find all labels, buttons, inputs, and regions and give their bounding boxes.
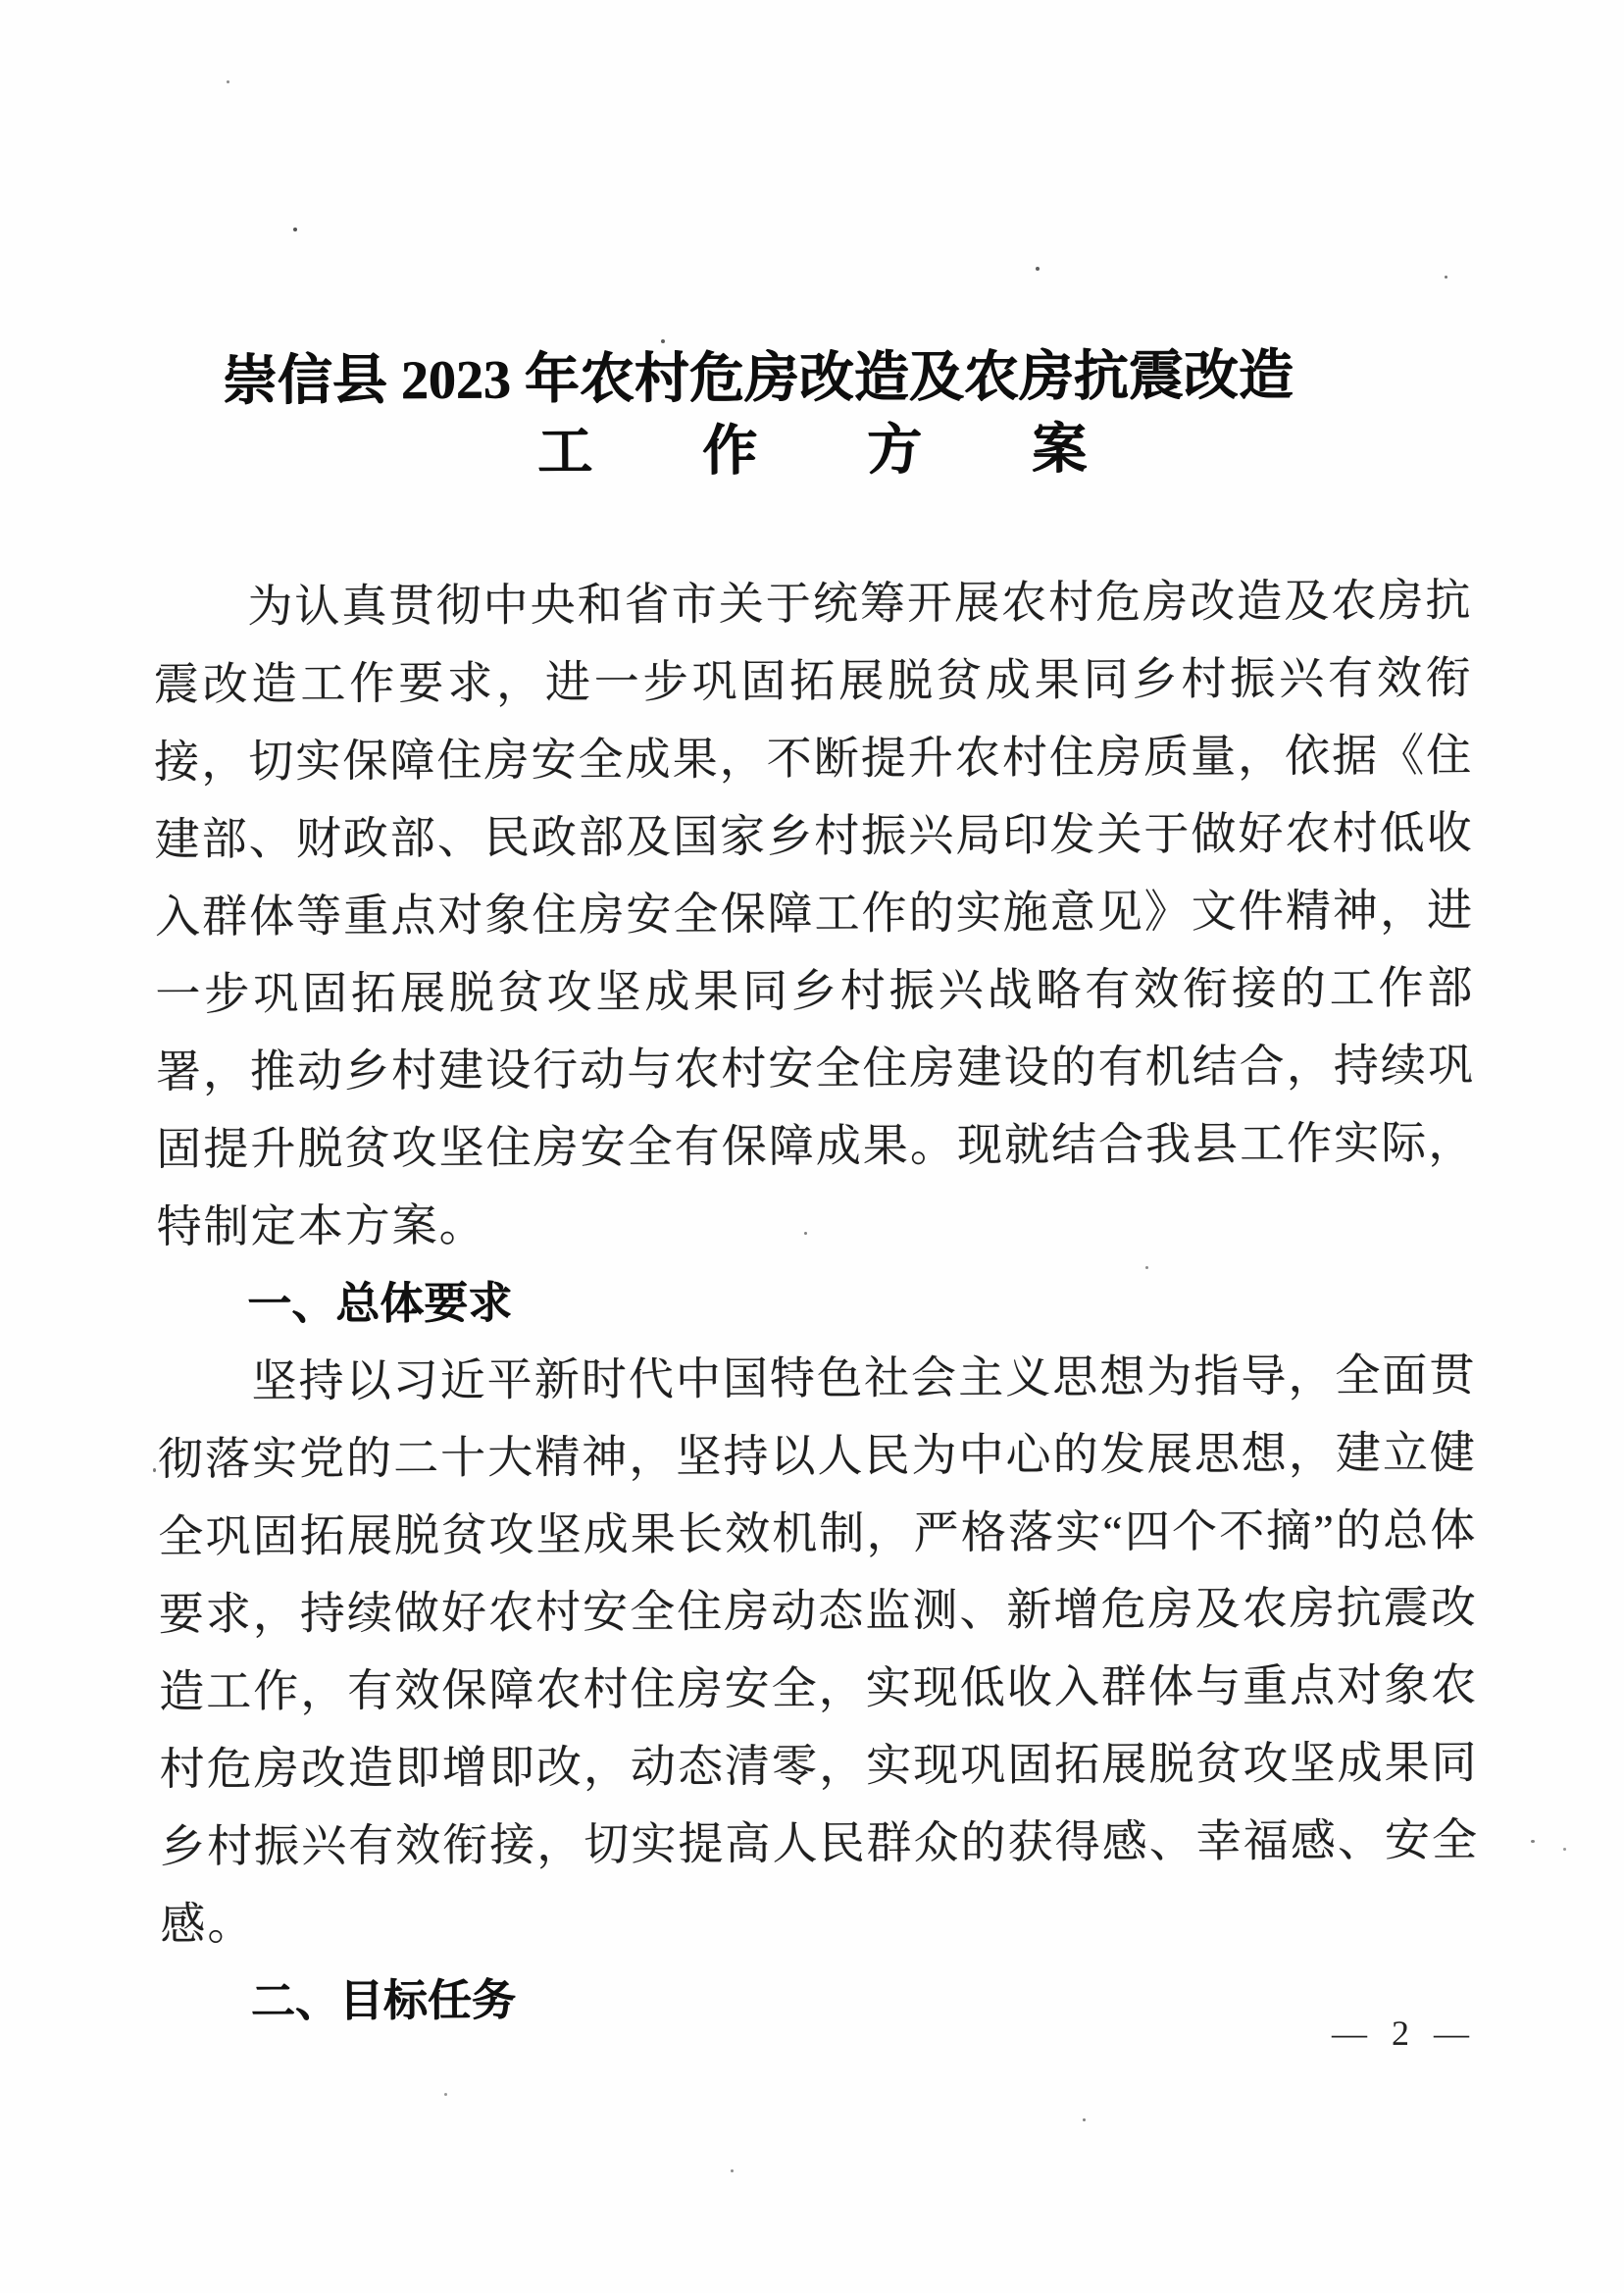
section2-heading: 二、目标任务 xyxy=(250,1974,516,2027)
scan-speck xyxy=(153,1468,156,1472)
scan-speck xyxy=(661,339,665,343)
scan-speck xyxy=(444,2093,447,2096)
document-title-line1: 崇信县 2023 年农村危房改造及农房抗震改造 xyxy=(222,345,1294,413)
intro-paragraph: 为认真贯彻中央和省市关于统筹开展农村危房改造及农房抗震改造工作要求，进一步巩固拓展脱贫成果同乡村振兴有效衔接，切实保障住房安全成果，不断提升农村住房质量，依据《住建部、财政部、民政部及国家乡村振兴局印发关于做好农村低收入群体等重点对象住房安全保障工作的实施意见》文件精神，进一步巩固拓展脱贫攻坚成果同乡村振兴战略有效衔接的工作部署，推动乡村建设行动与农村安全住房建设的有机结合，持续巩固提升脱贫攻坚住房安全有保障成果。现就结合我县工作实际，特制定本方案。 xyxy=(153,575,1476,1252)
scan-speck xyxy=(1145,1266,1148,1269)
scan-speck xyxy=(293,228,297,231)
document-content xyxy=(152,339,1480,2040)
scan-speck xyxy=(731,2169,734,2172)
scan-speck xyxy=(1563,1848,1566,1851)
section1-heading: 一、总体要求 xyxy=(246,1277,513,1330)
scan-speck xyxy=(1036,267,1040,271)
document-title-line2: 工作方案 xyxy=(536,418,1197,484)
scan-speck xyxy=(1445,276,1447,279)
scan-speck xyxy=(1083,2118,1086,2121)
page-number: — 2 — xyxy=(1332,2013,1477,2053)
section1-paragraph: 坚持以习近平新时代中国特色社会主义思想为指导，全面贯彻落实党的二十大精神，坚持以人民为中心的发展思想，建立健全巩固拓展脱贫攻坚成果长效机制，严格落实“四个不摘”的总体要求，持续做好农村安全住房动态监测、新增危房及农房抗震改造工作，有效保障农村住房安全，实现低收入群体与重点对象农村危房改造即增即改，动态清零，实现巩固拓展脱贫攻坚成果同乡村振兴有效衔接，切实提高人民群众的获得感、幸福感、安全感。 xyxy=(157,1350,1480,1950)
scan-speck xyxy=(804,1232,807,1235)
scan-speck xyxy=(227,80,229,83)
scan-speck xyxy=(1531,1840,1535,1843)
